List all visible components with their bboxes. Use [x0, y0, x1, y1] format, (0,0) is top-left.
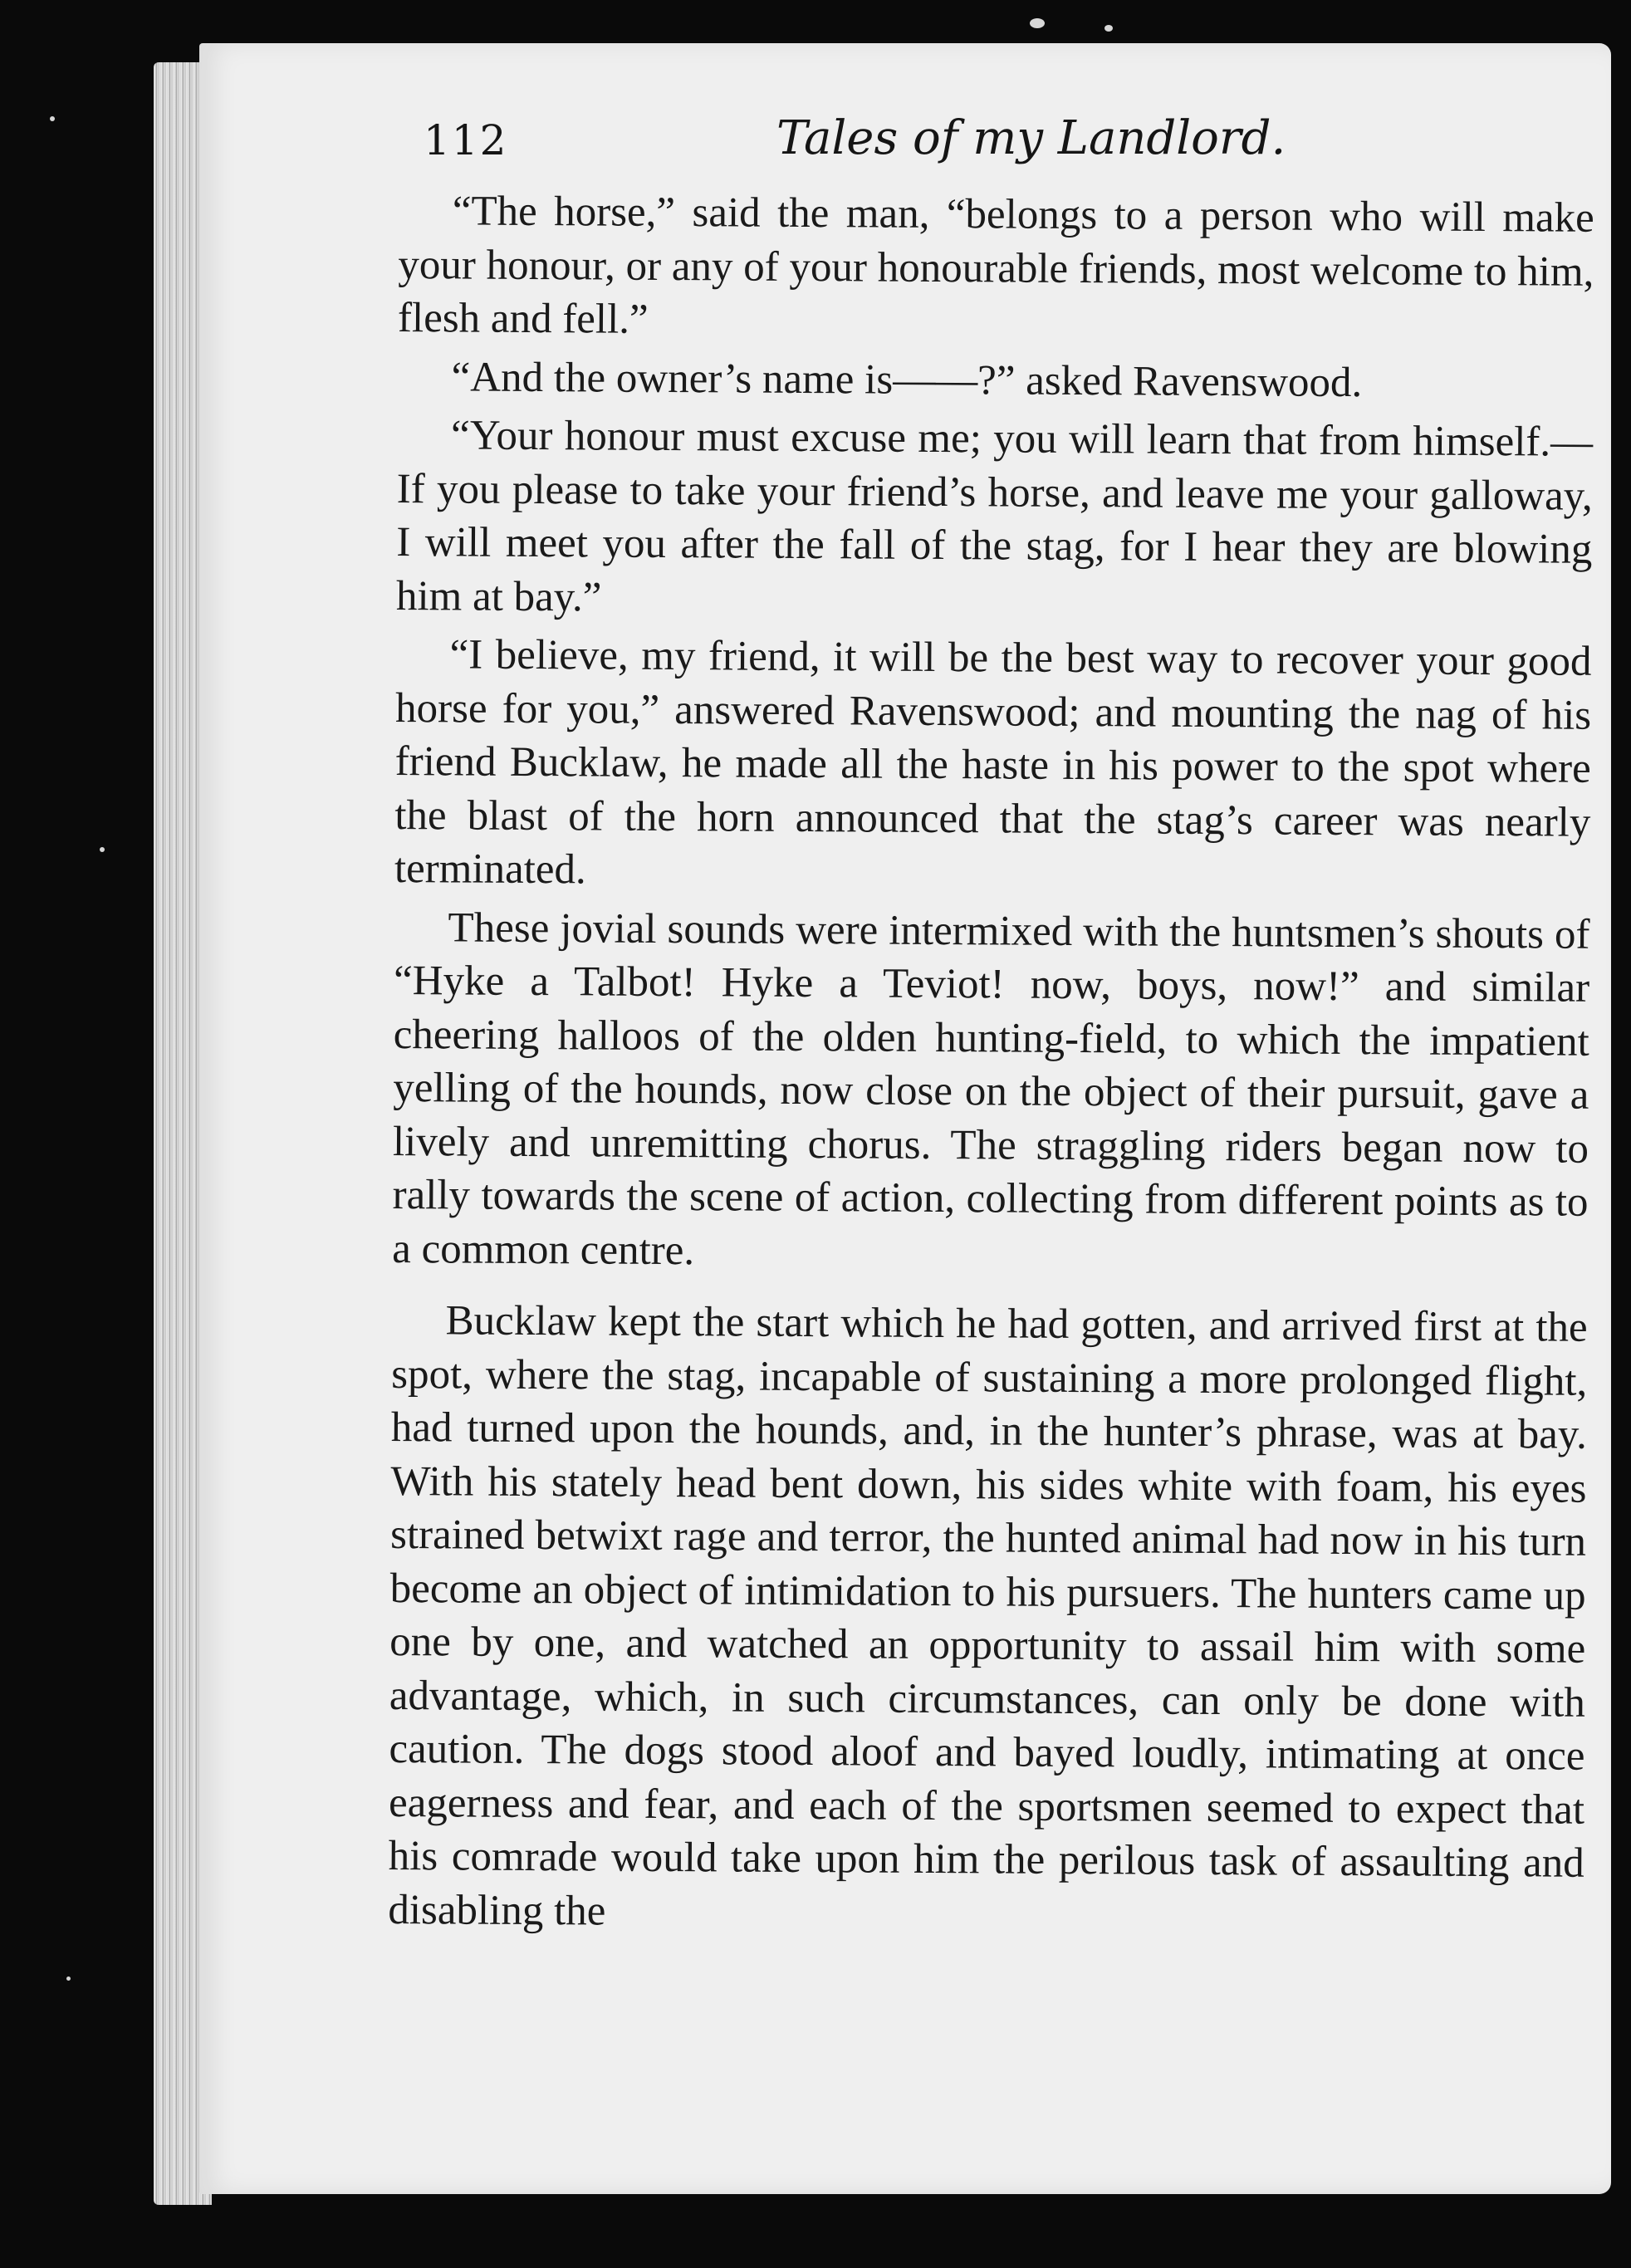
paragraph: Bucklaw kept the start which he had gotten, and arrived first at the spot, where the stag, incapable of sustaining a more prolonged flight, had turned upon the hounds, and, in the hunter’s phrase, was at bay. With his stately head bent down, his sides white with foam, his eyes strained betwixt rage and terror, the hunted animal had now in his turn become an object of intimidation to his pursuers. The hunters came up one by one, and watched an opportunity to assail him with some advantage, which, in such circumstances, can only be done with caution. The dogs stood aloof and bayed loudly, intimating at once eagerness and fear, and each of the sportsmen seemed to expect that his comrade would take upon him the perilous task of assaulting and disabling the	[388, 1297, 1588, 1935]
paragraph: “And the owner’s name is——?” asked Ravenswood.	[451, 353, 1363, 406]
paragraph: “I believe, my friend, it will be the best way to recover your good horse for you,” answered Ravenswood; and mounting the nag of his friend Bucklaw, he made all the haste in his power to the spot where the blast of the horn announced that the stag’s career was nearly terminated.	[394, 631, 1592, 894]
body-text	[388, 184, 1594, 1944]
paragraph: “Your honour must excuse me; you will learn that from himself.—If you please to take your friend’s horse, and leave me your galloway, I will meet you after the fall of the stag, for I hear they are blowing him at bay.”	[395, 412, 1594, 621]
dust-speck	[1104, 25, 1113, 32]
dust-speck	[66, 1977, 71, 1981]
dust-speck	[1030, 18, 1045, 28]
paragraph: These jovial sounds were intermixed with the huntsmen’s shouts of “Hyke a Talbot! Hyke a Teviot! now, boys, now!” and similar cheering halloos of the olden hunting-field, to which the impatient yelling of the hounds, now close on the object of their pursuit, gave a lively and unremitting chorus. The straggling riders began now to rally towards the scene of action, collecting from different points as to a common centre.	[392, 904, 1590, 1274]
dust-speck	[50, 116, 55, 121]
page-number: 112	[424, 116, 508, 164]
running-title: Tales of my Landlord.	[776, 111, 1286, 165]
running-head	[424, 108, 1286, 174]
paragraph: “The horse,” said the man, “belongs to a person who will make your honour, or any of your honourable friends, most welcome to him, flesh and fell.”	[397, 188, 1594, 343]
dust-speck	[100, 847, 105, 852]
